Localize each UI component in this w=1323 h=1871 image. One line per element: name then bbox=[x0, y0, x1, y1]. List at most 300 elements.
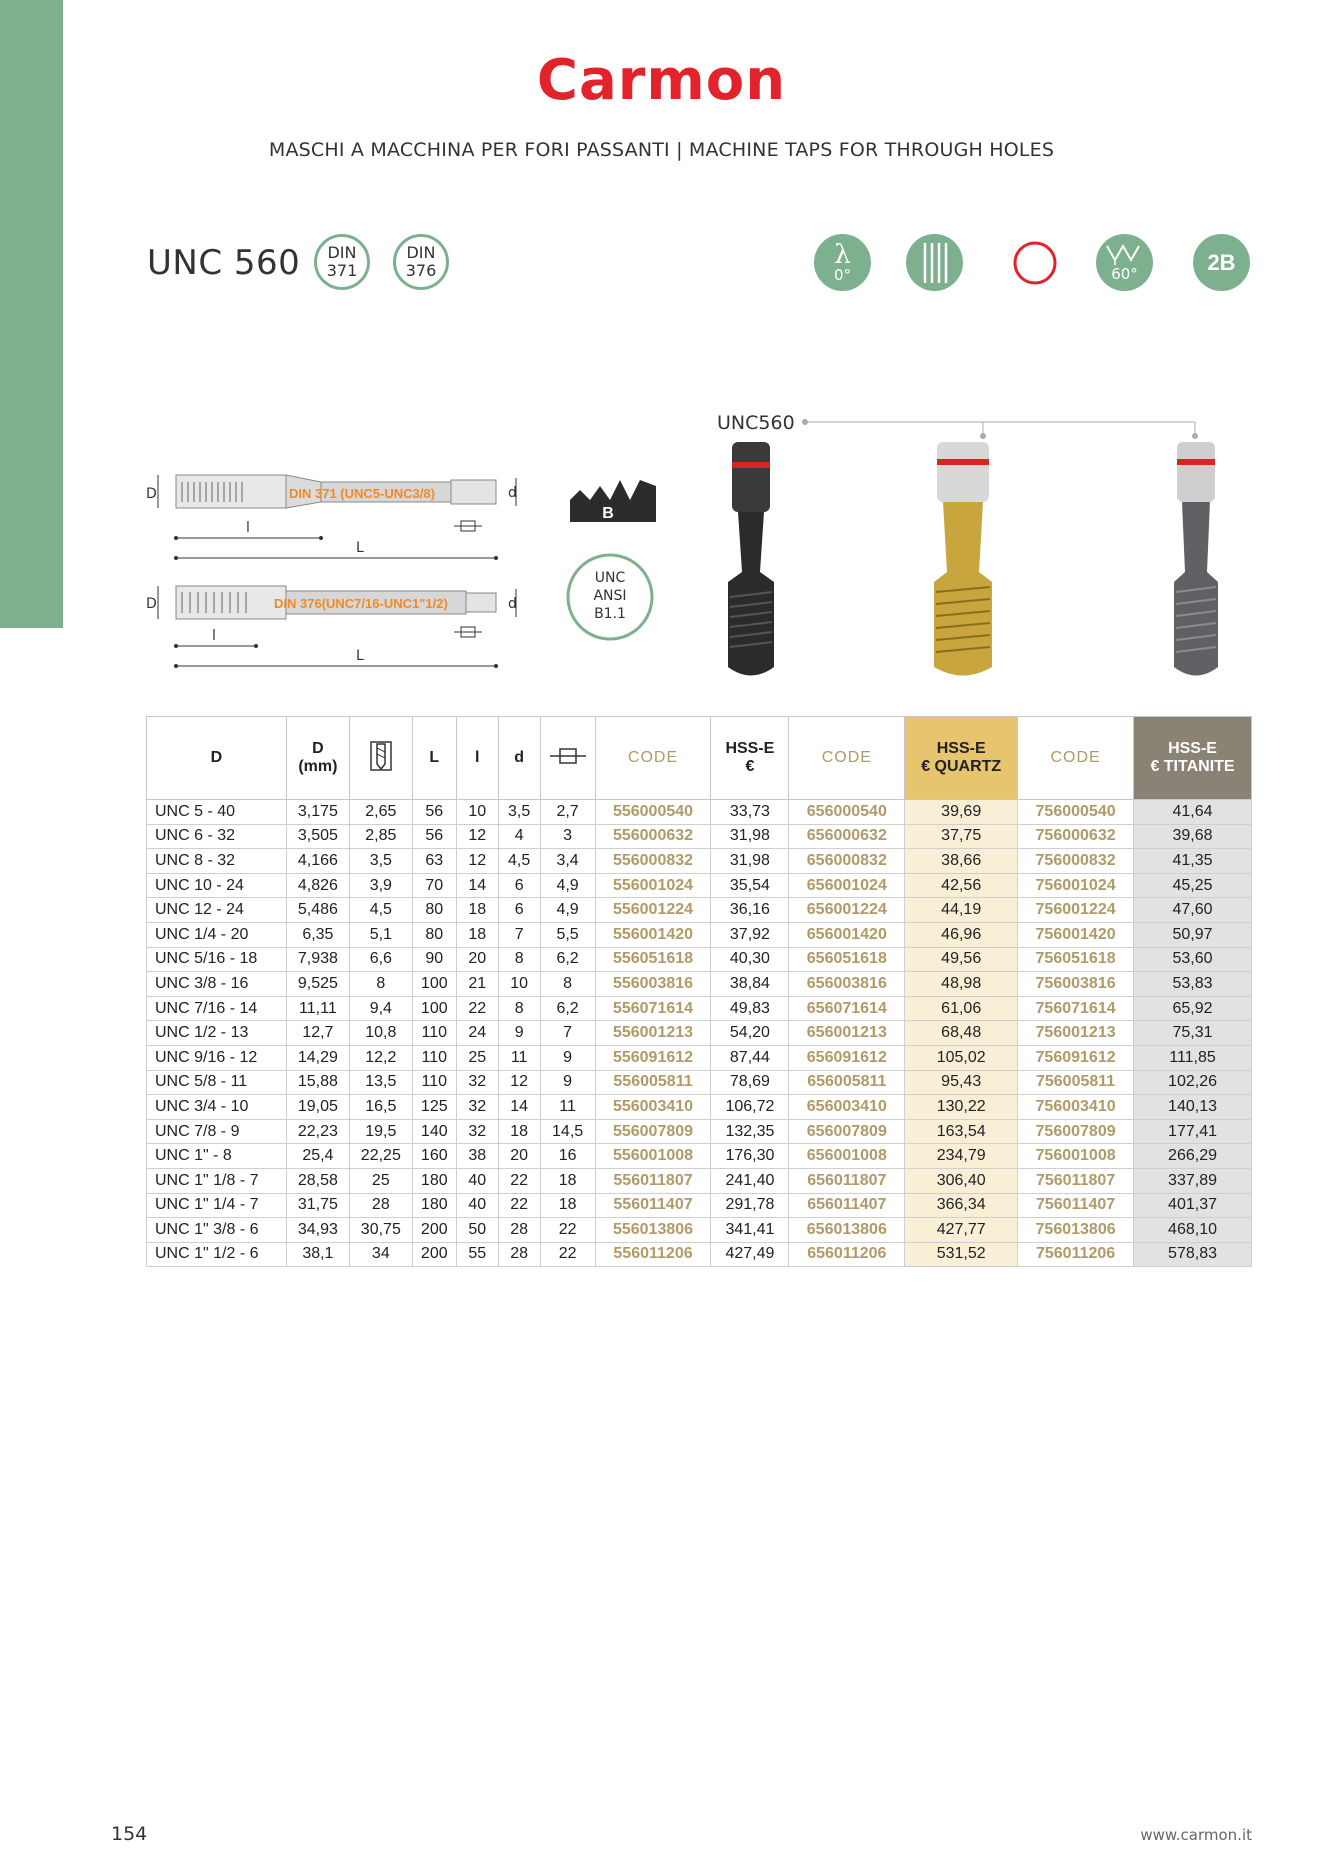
table-cell: 656000540 bbox=[789, 800, 905, 825]
table-cell: 95,43 bbox=[905, 1070, 1018, 1095]
table-row bbox=[147, 996, 1252, 1021]
table-cell: 46,96 bbox=[905, 922, 1018, 947]
table-cell: 31,98 bbox=[711, 824, 789, 849]
table-cell: 75,31 bbox=[1134, 1021, 1252, 1046]
table-row bbox=[147, 824, 1252, 849]
table-cell: 180 bbox=[412, 1168, 456, 1193]
col-D-mm: D (mm) bbox=[286, 717, 349, 800]
table-cell: 106,72 bbox=[711, 1095, 789, 1120]
table-cell: 556011807 bbox=[595, 1168, 711, 1193]
table-cell: 32 bbox=[456, 1070, 498, 1095]
svg-text:L: L bbox=[356, 540, 364, 556]
table-cell: 53,60 bbox=[1134, 947, 1252, 972]
table-cell: UNC 3/4 - 10 bbox=[147, 1095, 287, 1120]
table-cell: 25 bbox=[349, 1168, 412, 1193]
table-row bbox=[147, 1095, 1252, 1120]
table-cell: 556000632 bbox=[595, 824, 711, 849]
table-cell: 38,66 bbox=[905, 849, 1018, 874]
table-cell: 556091612 bbox=[595, 1045, 711, 1070]
table-cell: 140 bbox=[412, 1119, 456, 1144]
table-cell: 756001008 bbox=[1018, 1144, 1134, 1169]
table-cell: 90 bbox=[412, 947, 456, 972]
table-cell: 8 bbox=[498, 947, 540, 972]
tap-photo-black bbox=[728, 442, 774, 676]
table-cell: 87,44 bbox=[711, 1045, 789, 1070]
table-cell: 468,10 bbox=[1134, 1218, 1252, 1243]
din-badge-top: DIN bbox=[406, 243, 436, 262]
table-cell: 14 bbox=[498, 1095, 540, 1120]
table-row bbox=[147, 1242, 1252, 1267]
table-cell: 4,826 bbox=[286, 873, 349, 898]
table-row bbox=[147, 1193, 1252, 1218]
table-cell: UNC 1/2 - 13 bbox=[147, 1021, 287, 1046]
table-cell: 12 bbox=[498, 1070, 540, 1095]
table-cell: 556001420 bbox=[595, 922, 711, 947]
table-cell: 234,79 bbox=[905, 1144, 1018, 1169]
col-price-titanite: HSS-E € TITANITE bbox=[1134, 717, 1252, 800]
table-cell: 33,73 bbox=[711, 800, 789, 825]
table-cell: 28 bbox=[498, 1218, 540, 1243]
table-cell: 756071614 bbox=[1018, 996, 1134, 1021]
table-cell: UNC 7/8 - 9 bbox=[147, 1119, 287, 1144]
table-row bbox=[147, 849, 1252, 874]
table-cell: 7,938 bbox=[286, 947, 349, 972]
table-cell: 36,16 bbox=[711, 898, 789, 923]
table-cell: 45,25 bbox=[1134, 873, 1252, 898]
table-cell: 578,83 bbox=[1134, 1242, 1252, 1267]
table-cell: 6,2 bbox=[540, 947, 595, 972]
tolerance-class-icon: 2B bbox=[1193, 234, 1250, 291]
svg-text:L: L bbox=[356, 648, 364, 664]
table-cell: 22 bbox=[498, 1193, 540, 1218]
table-cell: 50 bbox=[456, 1218, 498, 1243]
drill-diameter-icon bbox=[349, 717, 412, 800]
col-price-hss: HSS-E € bbox=[711, 717, 789, 800]
table-cell: 49,83 bbox=[711, 996, 789, 1021]
table-cell: 756003410 bbox=[1018, 1095, 1134, 1120]
table-cell: 306,40 bbox=[905, 1168, 1018, 1193]
table-cell: 656001024 bbox=[789, 873, 905, 898]
table-cell: 556007809 bbox=[595, 1119, 711, 1144]
svg-text:D: D bbox=[146, 596, 157, 612]
svg-text:l: l bbox=[212, 628, 216, 644]
table-cell: UNC 5/8 - 11 bbox=[147, 1070, 287, 1095]
table-cell: 756000832 bbox=[1018, 849, 1134, 874]
table-cell: 656001420 bbox=[789, 922, 905, 947]
table-row bbox=[147, 922, 1252, 947]
table-cell: 12,7 bbox=[286, 1021, 349, 1046]
table-cell: 110 bbox=[412, 1021, 456, 1046]
table-row bbox=[147, 1119, 1252, 1144]
table-cell: 39,69 bbox=[905, 800, 1018, 825]
table-cell: 756001420 bbox=[1018, 922, 1134, 947]
square-drive-icon bbox=[540, 717, 595, 800]
page-subtitle: MASCHI A MACCHINA PER FORI PASSANTI | MACHINE TAPS FOR THROUGH HOLES bbox=[268, 139, 1055, 161]
svg-text:D: D bbox=[146, 486, 157, 502]
brand-logo: Carmon bbox=[536, 48, 787, 113]
website-link: www.carmon.it bbox=[1140, 1826, 1252, 1844]
table-cell: 22 bbox=[456, 996, 498, 1021]
table-cell: 39,68 bbox=[1134, 824, 1252, 849]
table-cell: 656011206 bbox=[789, 1242, 905, 1267]
table-cell: 6,6 bbox=[349, 947, 412, 972]
table-cell: 5,5 bbox=[540, 922, 595, 947]
table-cell: UNC 1" 1/2 - 6 bbox=[147, 1242, 287, 1267]
din-badge-top: DIN bbox=[327, 243, 357, 262]
table-cell: UNC 10 - 24 bbox=[147, 873, 287, 898]
table-cell: 22 bbox=[540, 1218, 595, 1243]
col-code-quartz: CODE bbox=[789, 717, 905, 800]
table-cell: 180 bbox=[412, 1193, 456, 1218]
table-cell: 11,11 bbox=[286, 996, 349, 1021]
table-cell: 3,5 bbox=[349, 849, 412, 874]
table-cell: 656000832 bbox=[789, 849, 905, 874]
table-cell: 556000540 bbox=[595, 800, 711, 825]
table-cell: 3,175 bbox=[286, 800, 349, 825]
table-cell: 556013806 bbox=[595, 1218, 711, 1243]
table-cell: 18 bbox=[498, 1119, 540, 1144]
table-cell: UNC 7/16 - 14 bbox=[147, 996, 287, 1021]
table-cell: 111,85 bbox=[1134, 1045, 1252, 1070]
table-cell: 102,26 bbox=[1134, 1070, 1252, 1095]
col-code-titanite: CODE bbox=[1018, 717, 1134, 800]
table-cell: 656003816 bbox=[789, 972, 905, 997]
col-price-quartz: HSS-E € QUARTZ bbox=[905, 717, 1018, 800]
table-cell: 756001224 bbox=[1018, 898, 1134, 923]
table-cell: 18 bbox=[540, 1193, 595, 1218]
table-cell: 22 bbox=[498, 1168, 540, 1193]
table-cell: 341,41 bbox=[711, 1218, 789, 1243]
table-cell: 756013806 bbox=[1018, 1218, 1134, 1243]
table-cell: 140,13 bbox=[1134, 1095, 1252, 1120]
table-cell: 656005811 bbox=[789, 1070, 905, 1095]
table-row bbox=[147, 800, 1252, 825]
din-376-badge bbox=[393, 234, 449, 290]
table-row bbox=[147, 1021, 1252, 1046]
col-d: d bbox=[498, 717, 540, 800]
table-cell: 12 bbox=[456, 824, 498, 849]
table-cell: 756001024 bbox=[1018, 873, 1134, 898]
table-cell: 4,5 bbox=[349, 898, 412, 923]
table-cell: 38 bbox=[456, 1144, 498, 1169]
table-cell: 427,77 bbox=[905, 1218, 1018, 1243]
table-cell: 32 bbox=[456, 1095, 498, 1120]
table-cell: 5,1 bbox=[349, 922, 412, 947]
table-cell: 556011206 bbox=[595, 1242, 711, 1267]
table-cell: 756001213 bbox=[1018, 1021, 1134, 1046]
svg-text:ANSI: ANSI bbox=[593, 588, 627, 604]
table-cell: 200 bbox=[412, 1242, 456, 1267]
table-cell: 12 bbox=[456, 849, 498, 874]
table-cell: 16 bbox=[540, 1144, 595, 1169]
spec-table bbox=[146, 716, 1252, 1267]
table-cell: 100 bbox=[412, 972, 456, 997]
table-cell: 656000632 bbox=[789, 824, 905, 849]
table-cell: 25,4 bbox=[286, 1144, 349, 1169]
table-cell: 14 bbox=[456, 873, 498, 898]
table-cell: 42,56 bbox=[905, 873, 1018, 898]
table-cell: 8 bbox=[540, 972, 595, 997]
table-cell: 176,30 bbox=[711, 1144, 789, 1169]
table-row bbox=[147, 1070, 1252, 1095]
table-cell: 241,40 bbox=[711, 1168, 789, 1193]
tap-technical-drawing bbox=[146, 460, 666, 690]
table-cell: 756003816 bbox=[1018, 972, 1134, 997]
table-cell: 2,65 bbox=[349, 800, 412, 825]
table-cell: 3,505 bbox=[286, 824, 349, 849]
table-cell: 14,5 bbox=[540, 1119, 595, 1144]
table-cell: 31,98 bbox=[711, 849, 789, 874]
table-cell: 556011407 bbox=[595, 1193, 711, 1218]
table-cell: 656071614 bbox=[789, 996, 905, 1021]
table-cell: 22,25 bbox=[349, 1144, 412, 1169]
table-cell: 3,4 bbox=[540, 849, 595, 874]
table-cell: 656001224 bbox=[789, 898, 905, 923]
table-cell: 22,23 bbox=[286, 1119, 349, 1144]
table-cell: 25 bbox=[456, 1045, 498, 1070]
tap-photo-titanite bbox=[1174, 442, 1218, 676]
col-L: L bbox=[412, 717, 456, 800]
tap-photo-gold bbox=[934, 442, 992, 676]
table-cell: 56 bbox=[412, 800, 456, 825]
table-cell: 130,22 bbox=[905, 1095, 1018, 1120]
table-cell: UNC 9/16 - 12 bbox=[147, 1045, 287, 1070]
col-D: D bbox=[147, 717, 287, 800]
din-376-drawing bbox=[146, 586, 517, 668]
svg-text:UNC: UNC bbox=[594, 570, 626, 586]
table-cell: UNC 1" 3/8 - 6 bbox=[147, 1218, 287, 1243]
table-row bbox=[147, 1144, 1252, 1169]
table-cell: 10 bbox=[498, 972, 540, 997]
table-row bbox=[147, 1045, 1252, 1070]
table-row bbox=[147, 1168, 1252, 1193]
svg-text:d: d bbox=[508, 596, 517, 612]
table-cell: 41,35 bbox=[1134, 849, 1252, 874]
table-cell: 656003410 bbox=[789, 1095, 905, 1120]
table-cell: 68,48 bbox=[905, 1021, 1018, 1046]
table-cell: 556003410 bbox=[595, 1095, 711, 1120]
table-cell: 4,5 bbox=[498, 849, 540, 874]
table-cell: 65,92 bbox=[1134, 996, 1252, 1021]
table-cell: 556001008 bbox=[595, 1144, 711, 1169]
table-row bbox=[147, 972, 1252, 997]
table-cell: 132,35 bbox=[711, 1119, 789, 1144]
table-cell: 28,58 bbox=[286, 1168, 349, 1193]
table-cell: 756051618 bbox=[1018, 947, 1134, 972]
svg-text:B1.1: B1.1 bbox=[594, 606, 626, 622]
table-cell: 531,52 bbox=[905, 1242, 1018, 1267]
table-cell: 9,4 bbox=[349, 996, 412, 1021]
table-cell: 41,64 bbox=[1134, 800, 1252, 825]
table-cell: 49,56 bbox=[905, 947, 1018, 972]
table-cell: 3,9 bbox=[349, 873, 412, 898]
table-cell: 9 bbox=[540, 1070, 595, 1095]
chamfer-form-b bbox=[570, 480, 656, 522]
table-cell: 20 bbox=[456, 947, 498, 972]
photo-label: UNC560 bbox=[717, 412, 795, 434]
table-cell: 21 bbox=[456, 972, 498, 997]
svg-text:d: d bbox=[508, 485, 517, 501]
table-cell: UNC 1/4 - 20 bbox=[147, 922, 287, 947]
table-cell: 6,2 bbox=[540, 996, 595, 1021]
table-cell: 160 bbox=[412, 1144, 456, 1169]
table-cell: 70 bbox=[412, 873, 456, 898]
thread-angle-icon: 60° bbox=[1096, 234, 1153, 291]
table-cell: 2,7 bbox=[540, 800, 595, 825]
table-row bbox=[147, 1218, 1252, 1243]
table-cell: 50,97 bbox=[1134, 922, 1252, 947]
table-cell: 32 bbox=[456, 1119, 498, 1144]
table-cell: 7 bbox=[498, 922, 540, 947]
table-cell: 30,75 bbox=[349, 1218, 412, 1243]
table-cell: 556051618 bbox=[595, 947, 711, 972]
table-cell: 34 bbox=[349, 1242, 412, 1267]
table-cell: 100 bbox=[412, 996, 456, 1021]
table-cell: 13,5 bbox=[349, 1070, 412, 1095]
table-cell: 656011807 bbox=[789, 1168, 905, 1193]
table-cell: 40 bbox=[456, 1193, 498, 1218]
table-cell: 4,9 bbox=[540, 898, 595, 923]
table-cell: 34,93 bbox=[286, 1218, 349, 1243]
table-cell: 556003816 bbox=[595, 972, 711, 997]
table-cell: 756011807 bbox=[1018, 1168, 1134, 1193]
table-cell: 6,35 bbox=[286, 922, 349, 947]
din-371-badge bbox=[314, 234, 370, 290]
din-371-drawing bbox=[146, 475, 517, 560]
table-cell: 756005811 bbox=[1018, 1070, 1134, 1095]
table-cell: UNC 1" 1/8 - 7 bbox=[147, 1168, 287, 1193]
din-376-label: DIN 376(UNC7/16-UNC1"1/2) bbox=[274, 596, 448, 611]
table-cell: 80 bbox=[412, 898, 456, 923]
table-cell: 20 bbox=[498, 1144, 540, 1169]
table-cell: 756091612 bbox=[1018, 1045, 1134, 1070]
col-l: l bbox=[456, 717, 498, 800]
table-cell: 14,29 bbox=[286, 1045, 349, 1070]
table-cell: 48,98 bbox=[905, 972, 1018, 997]
table-cell: 24 bbox=[456, 1021, 498, 1046]
table-cell: 18 bbox=[456, 898, 498, 923]
table-cell: 656001008 bbox=[789, 1144, 905, 1169]
table-cell: 44,19 bbox=[905, 898, 1018, 923]
table-cell: 756011407 bbox=[1018, 1193, 1134, 1218]
table-cell: UNC 3/8 - 16 bbox=[147, 972, 287, 997]
table-cell: 63 bbox=[412, 849, 456, 874]
table-cell: 11 bbox=[540, 1095, 595, 1120]
table-cell: 7 bbox=[540, 1021, 595, 1046]
table-cell: 18 bbox=[456, 922, 498, 947]
table-cell: 756007809 bbox=[1018, 1119, 1134, 1144]
table-cell: 291,78 bbox=[711, 1193, 789, 1218]
table-cell: 4,9 bbox=[540, 873, 595, 898]
table-cell: 11 bbox=[498, 1045, 540, 1070]
table-cell: 78,69 bbox=[711, 1070, 789, 1095]
table-cell: UNC 5 - 40 bbox=[147, 800, 287, 825]
table-cell: 37,75 bbox=[905, 824, 1018, 849]
table-cell: 9,525 bbox=[286, 972, 349, 997]
product-title: UNC 560 bbox=[147, 243, 301, 283]
table-cell: 556001213 bbox=[595, 1021, 711, 1046]
table-cell: 22 bbox=[540, 1242, 595, 1267]
table-cell: 656011407 bbox=[789, 1193, 905, 1218]
table-cell: 6 bbox=[498, 873, 540, 898]
table-cell: 40,30 bbox=[711, 947, 789, 972]
table-cell: 38,84 bbox=[711, 972, 789, 997]
din-badge-bottom: 371 bbox=[326, 261, 358, 280]
table-row bbox=[147, 947, 1252, 972]
table-cell: 54,20 bbox=[711, 1021, 789, 1046]
red-ring-icon bbox=[1006, 234, 1063, 291]
table-row bbox=[147, 898, 1252, 923]
table-cell: 756011206 bbox=[1018, 1242, 1134, 1267]
table-cell: 556000832 bbox=[595, 849, 711, 874]
table-cell: 3,5 bbox=[498, 800, 540, 825]
table-cell: 61,06 bbox=[905, 996, 1018, 1021]
table-cell: 15,88 bbox=[286, 1070, 349, 1095]
table-cell: UNC 6 - 32 bbox=[147, 824, 287, 849]
table-cell: 9 bbox=[498, 1021, 540, 1046]
table-cell: 656007809 bbox=[789, 1119, 905, 1144]
ansi-standard-badge bbox=[568, 555, 652, 639]
helix-angle-icon: λ 0° bbox=[814, 234, 871, 291]
straight-flute-icon bbox=[906, 234, 963, 291]
col-code-hss: CODE bbox=[595, 717, 711, 800]
table-cell: 756000632 bbox=[1018, 824, 1134, 849]
table-cell: 19,5 bbox=[349, 1119, 412, 1144]
table-cell: UNC 5/16 - 18 bbox=[147, 947, 287, 972]
svg-text:B: B bbox=[602, 505, 614, 522]
table-cell: 35,54 bbox=[711, 873, 789, 898]
table-cell: 177,41 bbox=[1134, 1119, 1252, 1144]
table-cell: 163,54 bbox=[905, 1119, 1018, 1144]
table-cell: 3 bbox=[540, 824, 595, 849]
table-cell: 756000540 bbox=[1018, 800, 1134, 825]
table-cell: 656051618 bbox=[789, 947, 905, 972]
table-cell: 556071614 bbox=[595, 996, 711, 1021]
table-cell: 556005811 bbox=[595, 1070, 711, 1095]
table-cell: 47,60 bbox=[1134, 898, 1252, 923]
table-cell: 200 bbox=[412, 1218, 456, 1243]
table-cell: 110 bbox=[412, 1045, 456, 1070]
table-cell: 8 bbox=[498, 996, 540, 1021]
table-cell: 19,05 bbox=[286, 1095, 349, 1120]
table-row bbox=[147, 873, 1252, 898]
table-cell: 12,2 bbox=[349, 1045, 412, 1070]
table-cell: 427,49 bbox=[711, 1242, 789, 1267]
table-cell: 10,8 bbox=[349, 1021, 412, 1046]
table-cell: 40 bbox=[456, 1168, 498, 1193]
table-cell: 656091612 bbox=[789, 1045, 905, 1070]
table-cell: 16,5 bbox=[349, 1095, 412, 1120]
table-cell: 37,92 bbox=[711, 922, 789, 947]
din-badge-bottom: 376 bbox=[405, 261, 437, 280]
table-cell: 125 bbox=[412, 1095, 456, 1120]
table-cell: 80 bbox=[412, 922, 456, 947]
table-cell: 6 bbox=[498, 898, 540, 923]
table-cell: 31,75 bbox=[286, 1193, 349, 1218]
table-cell: 656001213 bbox=[789, 1021, 905, 1046]
din-371-label: DIN 371 (UNC5-UNC3/8) bbox=[289, 486, 435, 501]
table-cell: 401,37 bbox=[1134, 1193, 1252, 1218]
table-cell: 53,83 bbox=[1134, 972, 1252, 997]
table-cell: UNC 12 - 24 bbox=[147, 898, 287, 923]
table-cell: 38,1 bbox=[286, 1242, 349, 1267]
table-cell: 55 bbox=[456, 1242, 498, 1267]
table-cell: 4,166 bbox=[286, 849, 349, 874]
table-cell: 8 bbox=[349, 972, 412, 997]
table-cell: UNC 1" 1/4 - 7 bbox=[147, 1193, 287, 1218]
table-cell: 9 bbox=[540, 1045, 595, 1070]
table-cell: 105,02 bbox=[905, 1045, 1018, 1070]
